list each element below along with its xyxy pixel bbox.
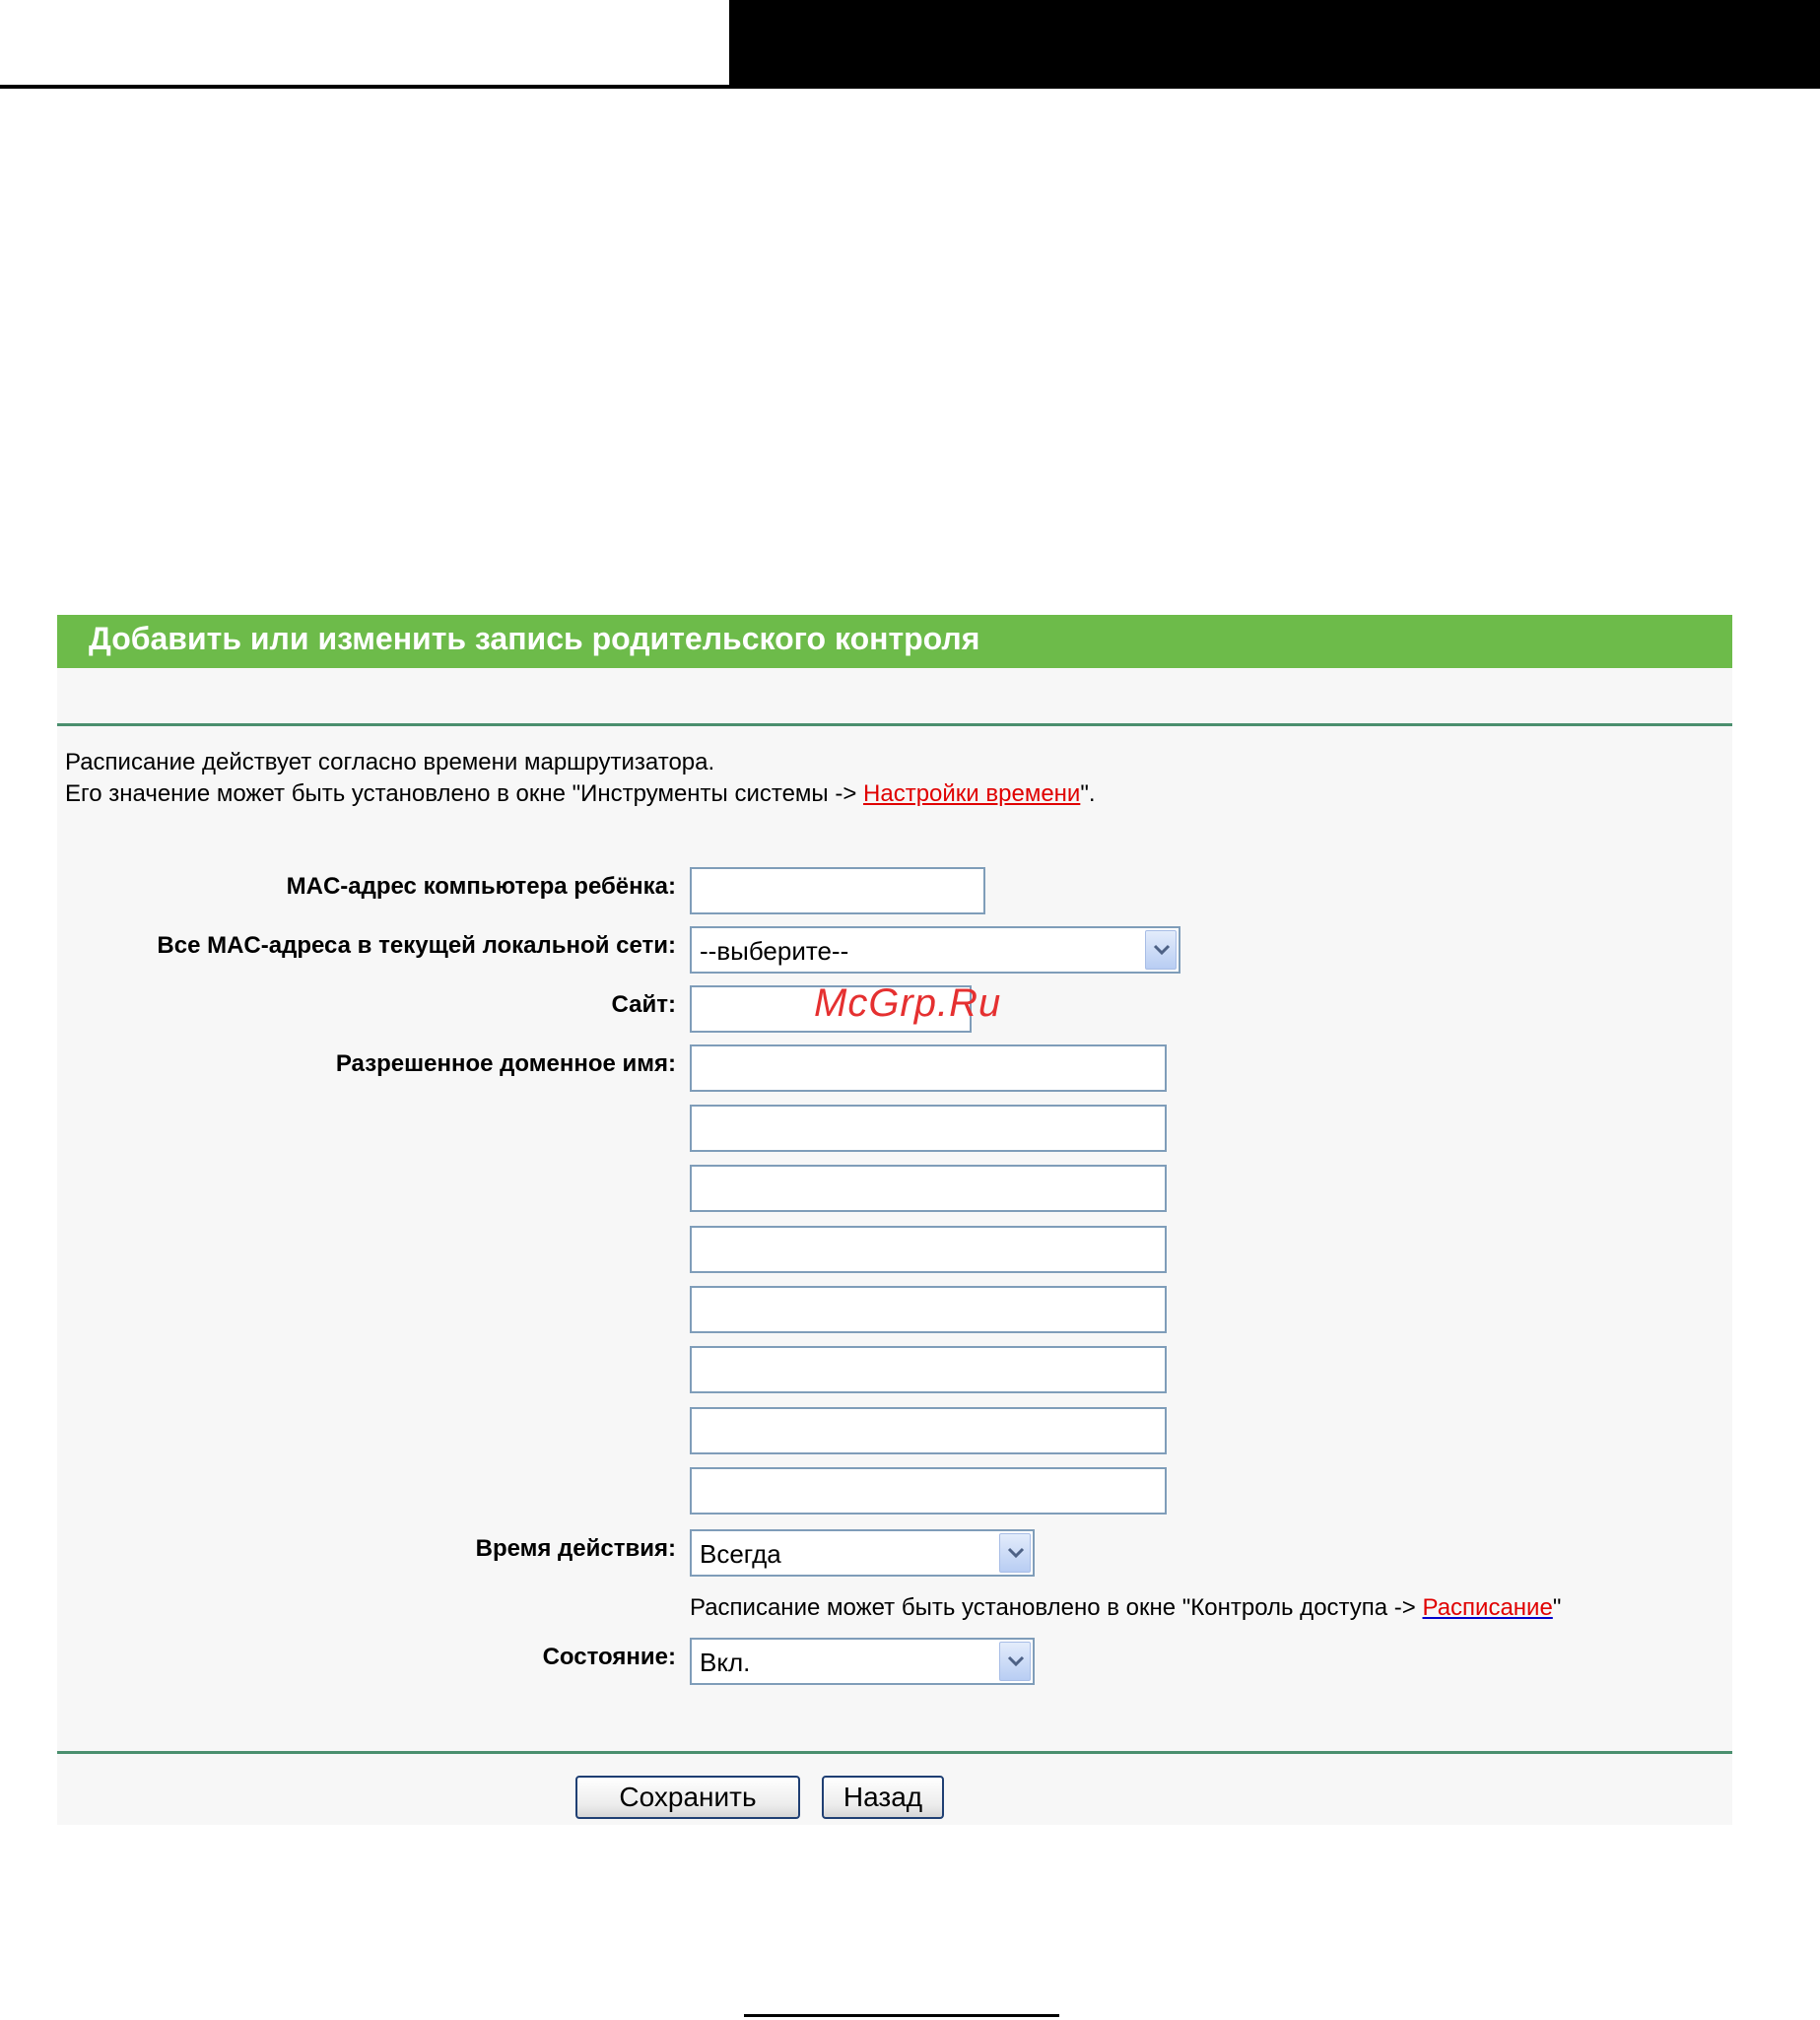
time-settings-suffix: ". — [1080, 780, 1096, 807]
panel-title: Добавить или изменить запись родительского контроля — [89, 621, 980, 656]
time-settings-info — [65, 780, 1096, 808]
domain-input-5[interactable] — [690, 1286, 1167, 1333]
page-footer-rule — [744, 2014, 1059, 2017]
parental-control-panel — [57, 615, 1732, 1825]
state-selected-value: Вкл. — [700, 1648, 751, 1677]
domain-input-2[interactable] — [690, 1105, 1167, 1152]
schedule-hint-suffix: " — [1552, 1594, 1562, 1621]
domain-input-8[interactable] — [690, 1467, 1167, 1515]
domain-input-3[interactable] — [690, 1165, 1167, 1212]
time-select[interactable] — [690, 1529, 1035, 1577]
schedule-hint — [690, 1594, 1561, 1622]
mac-address-label: MAC-адрес компьютера ребёнка: — [286, 873, 676, 900]
domain-input-6[interactable] — [690, 1346, 1167, 1393]
domain-input-7[interactable] — [690, 1407, 1167, 1454]
back-button[interactable]: Назад — [822, 1776, 944, 1819]
domain-label: Разрешенное доменное имя: — [335, 1050, 676, 1077]
state-label: Состояние: — [542, 1644, 676, 1670]
all-mac-selected-value: --выберите-- — [700, 936, 849, 966]
chevron-down-icon[interactable] — [999, 1533, 1031, 1573]
bottom-divider — [57, 1751, 1732, 1754]
time-settings-link[interactable]: Настройки времени — [863, 780, 1081, 807]
schedule-link[interactable]: Расписание — [1422, 1594, 1553, 1621]
domain-input-4[interactable] — [690, 1226, 1167, 1273]
chevron-down-icon[interactable] — [1145, 930, 1177, 970]
time-label: Время действия: — [475, 1535, 676, 1562]
panel-header — [57, 615, 1732, 668]
save-button[interactable]: Сохранить — [575, 1776, 800, 1819]
time-selected-value: Всегда — [700, 1539, 781, 1569]
chevron-down-icon[interactable] — [999, 1642, 1031, 1681]
page-header-block — [729, 0, 1820, 87]
domain-input-1[interactable] — [690, 1044, 1167, 1092]
site-label: Сайт: — [611, 991, 676, 1018]
top-divider — [57, 723, 1732, 726]
watermark-text: McGrp.Ru — [814, 981, 1002, 1025]
schedule-hint-prefix: Расписание может быть установлено в окне "Контроль доступа -> — [690, 1594, 1423, 1621]
state-select[interactable] — [690, 1638, 1035, 1685]
schedule-info-text: Расписание действует согласно времени маршрутизатора. — [65, 749, 715, 775]
time-settings-prefix: Его значение может быть установлено в окне "Инструменты системы -> — [65, 780, 864, 807]
page-header-rule — [0, 85, 1820, 89]
all-mac-select[interactable] — [690, 926, 1180, 974]
mac-address-input[interactable] — [690, 867, 985, 914]
all-mac-label: Все MAC-адреса в текущей локальной сети: — [157, 932, 676, 959]
